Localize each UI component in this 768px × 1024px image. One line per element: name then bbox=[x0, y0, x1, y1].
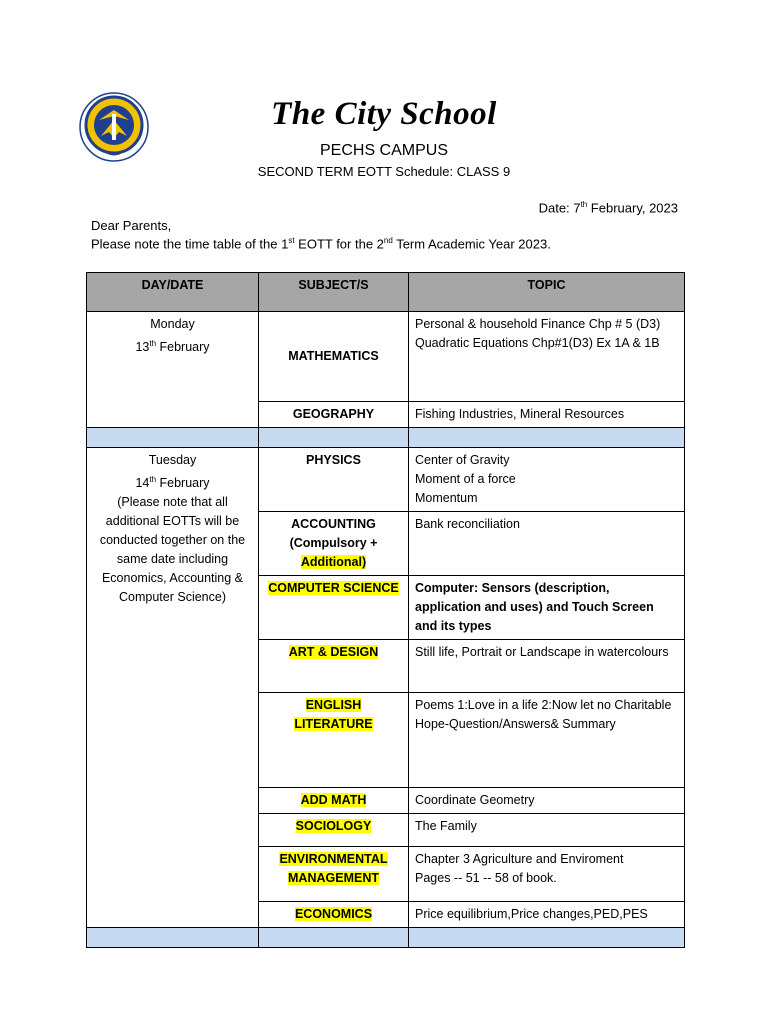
topic-english-literature: Poems 1:Love in a life 2:Now let no Charitable Hope-Question/Answers& Summary bbox=[409, 693, 685, 788]
table-row bbox=[87, 312, 685, 402]
subject-geography: GEOGRAPHY bbox=[259, 402, 409, 428]
subject-sociology: SOCIOLOGY bbox=[259, 814, 409, 847]
subject-english-literature: ENGLISH LITERATURE bbox=[259, 693, 409, 788]
tuesday-note: (Please note that all additional EOTTs will be conducted together on the same date including Economics, Accounting & Computer Science) bbox=[99, 495, 246, 605]
schedule-title: SECOND TERM EOTT Schedule: CLASS 9 bbox=[257, 164, 511, 179]
topic-accounting: Bank reconciliation bbox=[409, 512, 685, 576]
subject-add-math: ADD MATH bbox=[259, 788, 409, 814]
topic-geography: Fishing Industries, Mineral Resources bbox=[409, 402, 685, 428]
subject-accounting: ACCOUNTING (Compulsory + Additional) bbox=[259, 512, 409, 576]
topic-computer-science: Computer: Sensors (description, application and uses) and Touch Screen and its types bbox=[409, 576, 685, 640]
intro-text: Please note the time table of the 1st EOTT for the 2nd Term Academic Year 2023. bbox=[91, 236, 551, 252]
topic-mathematics: Personal & household Finance Chp # 5 (D3) Quadratic Equations Chp#1(D3) Ex 1A & 1B bbox=[409, 312, 685, 402]
timetable bbox=[86, 272, 685, 948]
topic-art-design: Still life, Portrait or Landscape in watercolours bbox=[409, 640, 685, 693]
subject-mathematics: MATHEMATICS bbox=[259, 312, 409, 402]
topic-physics: Center of Gravity Moment of a force Momentum bbox=[409, 448, 685, 512]
greeting: Dear Parents, bbox=[91, 218, 172, 233]
subject-computer-science: COMPUTER SCIENCE bbox=[259, 576, 409, 640]
monday-cell: Monday 13th February bbox=[87, 312, 259, 428]
topic-environmental-management: Chapter 3 Agriculture and Enviroment Pages -- 51 -- 58 of book. bbox=[409, 847, 685, 902]
subject-environmental-management: ENVIRONMENTAL MANAGEMENT bbox=[259, 847, 409, 902]
separator-row bbox=[87, 928, 685, 948]
header-subjects: SUBJECT/S bbox=[259, 273, 409, 312]
school-name: The City School bbox=[271, 96, 497, 132]
separator-row bbox=[87, 428, 685, 448]
table-header-row bbox=[87, 273, 685, 312]
topic-add-math: Coordinate Geometry bbox=[409, 788, 685, 814]
topic-economics: Price equilibrium,Price changes,PED,PES bbox=[409, 902, 685, 928]
header-topic: TOPIC bbox=[409, 273, 685, 312]
letter-date: Date: 7th February, 2023 bbox=[538, 200, 678, 216]
table-row bbox=[87, 448, 685, 512]
topic-sociology: The Family bbox=[409, 814, 685, 847]
subject-physics: PHYSICS bbox=[259, 448, 409, 512]
tuesday-cell: Tuesday 14th February (Please note that all additional EOTTs will be conducted together on the same date including Economics, Accounting & Computer Science) bbox=[87, 448, 259, 928]
subject-economics: ECONOMICS bbox=[259, 902, 409, 928]
header-day-date: DAY/DATE bbox=[87, 273, 259, 312]
subject-art-design: ART & DESIGN bbox=[259, 640, 409, 693]
campus-name: PECHS CAMPUS bbox=[319, 142, 449, 159]
